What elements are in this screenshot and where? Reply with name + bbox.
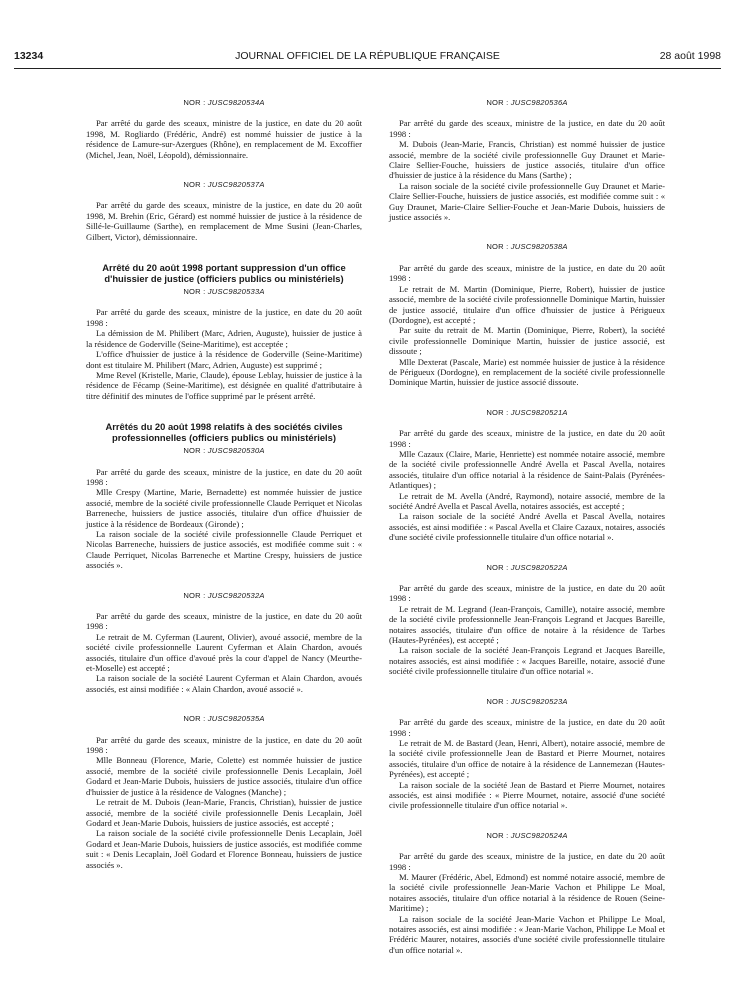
decree-paragraph: Par arrêté du garde des sceaux, ministre de la justice, en date du 20 août 1998 : — [389, 428, 665, 449]
decree-paragraph: La raison sociale de la société civile professionnelle Denis Lecaplain, Joël Godard et Jean-Marie Dubois, huissiers de justice associés, est modifiée comme suit : « Denis Lecaplain, Joël Godard et Florence Bonneau, huissiers de justice associés ». — [86, 828, 362, 870]
decree-paragraph: Le retrait de M. Martin (Dominique, Pierre, Robert), huissier de justice associé, membre de la société civile professionnelle Dominique Martin, huissier de justice associé, titulaire d'un office d'huissier de justice à Périgueux (Dordogne), est accepté ; — [389, 283, 665, 325]
right-column — [389, 98, 665, 975]
decree-block — [389, 408, 665, 543]
nor-code: JUSC9820522A — [510, 562, 568, 572]
nor-reference — [86, 287, 362, 297]
nor-code: JUSC9820533A — [207, 287, 265, 297]
decree-paragraph: Le retrait de M. Legrand (Jean-François, Camille), notaire associé, membre de la société civile professionnelle Jean-François Legrand et Jacques Bareille, notaires associés, titulaire d'un office de notaire à la résidence de Tarbes (Hautes-Pyrénées), est accepté ; — [389, 603, 665, 646]
nor-label: NOR : — [486, 830, 509, 840]
nor-code: JUSC9820532A — [207, 590, 265, 600]
nor-label: NOR : — [183, 590, 206, 600]
nor-reference — [389, 563, 665, 573]
page-header — [14, 50, 721, 66]
nor-reference — [389, 242, 665, 252]
decree-paragraph: La démission de M. Philibert (Marc, Adrien, Auguste), huissier de justice à la résidence de Goderville (Seine-Maritime), est acceptée ; — [86, 328, 362, 349]
decree-paragraph: La raison sociale de la société Jean-François Legrand et Jacques Bareille, notaires associés, est ainsi modifiée : « Jacques Bareille, notaire, associé d'une société civile professionnelle titulaire d'un office notarial ». — [389, 645, 665, 677]
issue-date: 28 août 1998 — [659, 50, 721, 62]
nor-reference — [86, 180, 362, 190]
decree-paragraph: Par arrêté du garde des sceaux, ministre de la justice, en date du 20 août 1998 : — [86, 307, 362, 328]
nor-label: NOR : — [486, 242, 509, 252]
nor-label: NOR : — [183, 446, 206, 456]
page-number: 13234 — [14, 50, 44, 62]
decree-paragraph: Par arrêté du garde des sceaux, ministre de la justice, en date du 20 août 1998 : — [389, 851, 665, 872]
decree-block — [389, 831, 665, 955]
decree-heading: Arrêtés du 20 août 1998 relatifs à des sociétés civiles professionnelles (officiers publics ou ministériels) — [105, 421, 343, 444]
nor-label: NOR : — [486, 98, 509, 107]
decree-paragraph: Par arrêté du garde des sceaux, ministre de la justice, en date du 20 août 1998 : — [389, 583, 665, 604]
nor-label: NOR : — [183, 180, 206, 190]
decree-paragraph: Par arrêté du garde des sceaux, ministre de la justice, en date du 20 août 1998 : — [86, 466, 362, 487]
nor-reference — [389, 697, 665, 707]
nor-code: JUSC9820523A — [510, 696, 568, 706]
nor-reference — [389, 98, 665, 108]
decree-paragraph: L'office d'huissier de justice à la résidence de Goderville (Seine-Maritime) dont est titulaire M. Philibert (Marc, Adrien, Auguste) est supprimé ; — [86, 349, 362, 370]
decree-paragraph: Le retrait de M. Dubois (Jean-Marie, Francis, Christian), huissier de justice associé, membre de la société civile professionnelle Denis Lecaplain, Joël Godard et Jean-Marie Dubois, huissiers de justice associés, est accepté ; — [86, 797, 362, 828]
nor-label: NOR : — [183, 287, 206, 297]
nor-label: NOR : — [486, 696, 509, 706]
decree-block — [389, 98, 665, 222]
decree-block — [86, 180, 362, 242]
decree-paragraph: M. Maurer (Frédéric, Abel, Edmond) est nommé notaire associé, membre de la société civile professionnelle Jean-Marie Vachon et Philippe Le Moal, notaires associés, titulaire d'un office notarial à la résidence de Rouen (Seine-Maritime) ; — [389, 871, 665, 914]
nor-reference — [86, 98, 362, 108]
left-column — [86, 98, 362, 890]
decree-paragraph: Par arrêté du garde des sceaux, ministre de la justice, en date du 20 août 1998 : — [86, 611, 362, 632]
decree-block — [389, 242, 665, 387]
decree-block — [86, 421, 362, 570]
decree-paragraph: La raison sociale de la société civile professionnelle Guy Draunet et Marie-Claire Sellier-Fouche, huissiers de justice associés, est modifiée comme suit : « Guy Draunet, Marie-Claire Sellier-Fouche et Jean-Marie Dubois, huissiers de justice associés ». — [389, 180, 665, 223]
decree-paragraph: Par arrêté du garde des sceaux, ministre de la justice, en date du 20 août 1998 : — [389, 717, 665, 738]
nor-code: JUSC9820524A — [510, 830, 568, 840]
nor-label: NOR : — [486, 407, 509, 417]
decree-block — [86, 714, 362, 870]
decree-paragraph: La raison sociale de la société civile professionnelle Claude Perriquet et Nicolas Barreneche, huissiers de justice associés, est modifiée comme suit : « Claude Perriquet, Nicolas Barreneche et Martine Crespy, huissiers de justice associés ». — [86, 528, 362, 571]
nor-reference — [389, 831, 665, 841]
decree-paragraph: La raison sociale de la société André Avella et Pascal Avella, notaires associés, est ainsi modifiée : « Pascal Avella et Claire Cazaux, notaires, associés d'une société civile professionnelle titulaire d'un office notarial ». — [389, 511, 665, 543]
decree-block — [86, 262, 362, 401]
decree-paragraph: Le retrait de M. Avella (André, Raymond), notaire associé, membre de la société André Avella et Pascal Avella, notaires associés, est accepté ; — [389, 490, 665, 511]
decree-paragraph: Le retrait de M. de Bastard (Jean, Henri, Albert), notaire associé, membre de la société civile professionnelle Jean de Bastard et Pierre Mournet, notaires associés, titulaire d'un office de notaire à la résidence de Lannemezan (Hautes-Pyrénées), est accepté ; — [389, 737, 665, 780]
decree-paragraph: Par arrêté du garde des sceaux, ministre de la justice, en date du 20 août 1998 : — [389, 118, 665, 139]
nor-reference — [389, 408, 665, 418]
decree-block — [86, 591, 362, 695]
decree-paragraph: La raison sociale de la société Jean-Marie Vachon et Philippe Le Moal, notaires associés, est ainsi modifiée : « Jean-Marie Vachon, Philippe Le Moal et Frédéric Maurer, notaires, associés d'une société civile professionnelle titulaire d'un office notarial ». — [389, 913, 665, 955]
decree-paragraph: La raison sociale de la société Laurent Cyferman et Alain Chardon, avoués associés, est ainsi modifiée : « Alain Chardon, avoué associé ». — [86, 673, 362, 694]
nor-code: JUSC9820537A — [207, 180, 265, 190]
nor-code: JUSC9820530A — [207, 446, 265, 456]
nor-code: JUSC9820538A — [510, 242, 568, 252]
nor-code: JUSC9820534A — [207, 98, 265, 107]
journal-title: JOURNAL OFFICIEL DE LA RÉPUBLIQUE FRANÇAISE — [235, 50, 500, 62]
decree-paragraph: Mme Revel (Kristelle, Marie, Claude), épouse Leblay, huissier de justice à la résidence de Fécamp (Seine-Maritime), est désignée en qualité d'attributaire à titre définitif des minutes de l'office supprimé par le présent arrêté. — [86, 369, 362, 401]
nor-label: NOR : — [183, 714, 206, 724]
decree-paragraph: Par suite du retrait de M. Martin (Dominique, Pierre, Robert), la société civile professionnelle Dominique Martin, huissier de justice associé, est dissoute ; — [389, 325, 665, 357]
decree-block — [389, 697, 665, 811]
decree-heading: Arrêté du 20 août 1998 portant suppression d'un office d'huissier de justice (officiers publics ou ministériels) — [102, 262, 346, 285]
decree-paragraph: Par arrêté du garde des sceaux, ministre de la justice, en date du 20 août 1998, M. Brehin (Eric, Gérard) est nommé huissier de justice à la résidence de Sillé-le-Guillaume (Sarthe), en remplacement de Mme Susini (Jean-Charles, Gilbert, Victor), démissionnaire. — [86, 200, 362, 242]
nor-reference — [86, 591, 362, 601]
nor-reference — [86, 714, 362, 724]
decree-block — [389, 563, 665, 677]
nor-reference — [86, 446, 362, 456]
decree-paragraph: Le retrait de M. Cyferman (Laurent, Olivier), avoué associé, membre de la société civile professionnelle Laurent Cyferman et Alain Chardon, avoués associés, titulaire d'un office d'avoué près la cour d'appel de Nancy (Meurthe-et-Moselle) est accepté ; — [86, 631, 362, 674]
decree-paragraph: Mlle Dexterat (Pascale, Marie) est nommée huissier de justice à la résidence de Périgueux (Dordogne), en remplacement de la société civile professionnelle Dominique Martin, huissier de justice associé dissoute. — [389, 356, 665, 388]
decree-paragraph: Par arrêté du garde des sceaux, ministre de la justice, en date du 20 août 1998 : — [86, 734, 362, 756]
decree-paragraph: Mlle Crespy (Martine, Marie, Bernadette) est nommée huissier de justice associé, membre de la société civile professionnelle Claude Perriquet et Nicolas Barreneche, huissiers de justice associés, titulaire d'un office d'huissier de justice à la résidence de Bordeaux (Gironde) ; — [86, 487, 362, 529]
decree-paragraph: Par arrêté du garde des sceaux, ministre de la justice, en date du 20 août 1998 : — [389, 262, 665, 284]
nor-label: NOR : — [183, 98, 206, 107]
decree-paragraph: Par arrêté du garde des sceaux, ministre de la justice, en date du 20 août 1998, M. Rogliardo (Frédéric, André) est nommé huissier de justice à la résidence de Lamure-sur-Azergues (Rhône), en remplacement de M. Excoffier (Michel, Jean, Noël, Léopold), démissionnaire. — [86, 118, 362, 160]
decree-paragraph: M. Dubois (Jean-Marie, Francis, Christian) est nommé huissier de justice associé, membre de la société civile professionnelle Guy Draunet et Marie-Claire Sellier-Fouche, huissiers de justice associés, titulaire d'un office d'huissier de justice à la résidence du Mans (Sarthe) ; — [389, 139, 665, 181]
decree-paragraph: Mlle Bonneau (Florence, Marie, Colette) est nommée huissier de justice associé, membre de la société civile professionnelle Denis Lecaplain, Joël Godard et Jean-Marie Dubois, huissiers de justice associés, titulaire d'un office d'huissier de justice à la résidence de Valognes (Manche) ; — [86, 755, 362, 797]
header-rule — [14, 68, 721, 69]
decree-paragraph: Mlle Cazaux (Claire, Marie, Henriette) est nommée notaire associé, membre de la société civile professionnelle André Avella et Pascal Avella, notaires associés, titulaire d'un office notarial à la résidence de Saint-Palais (Pyrénées-Atlantiques) ; — [389, 448, 665, 491]
nor-label: NOR : — [486, 562, 509, 572]
nor-code: JUSC9820535A — [207, 714, 265, 724]
decree-paragraph: La raison sociale de la société Jean de Bastard et Pierre Mournet, notaires associés, est ainsi modifiée : « Pierre Mournet, notaire, associé d'une société civile professionnelle titulaire d'un office notarial ». — [389, 779, 665, 811]
nor-code: JUSC9820521A — [510, 407, 568, 417]
decree-block — [86, 98, 362, 160]
nor-code: JUSC9820536A — [510, 98, 568, 107]
